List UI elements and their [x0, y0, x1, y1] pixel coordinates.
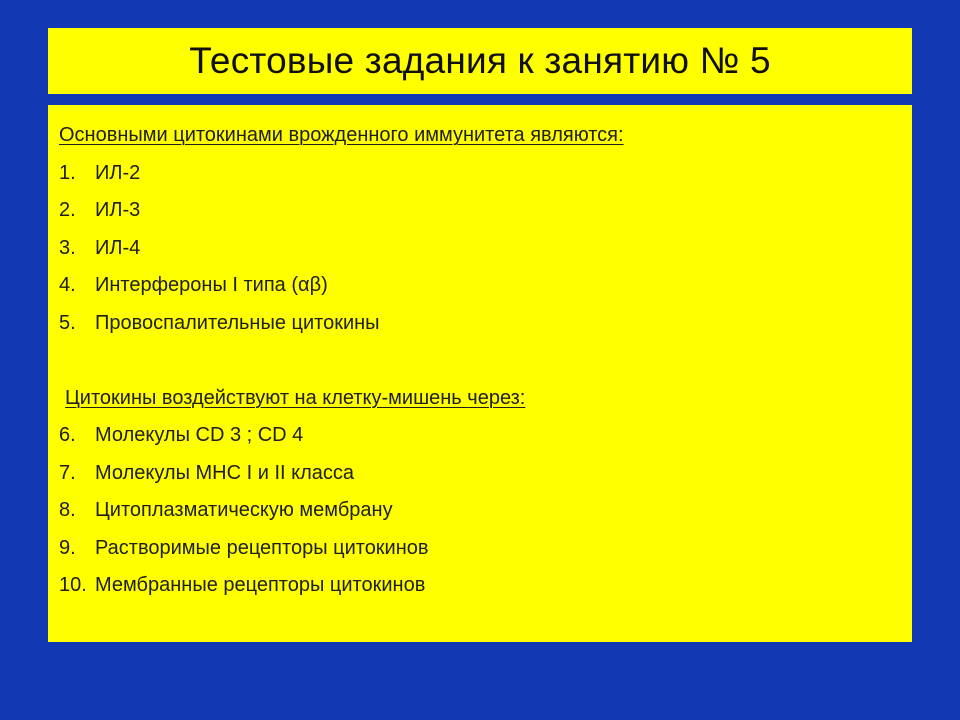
option-number: 10.	[59, 574, 87, 596]
option-number: 1.	[59, 161, 76, 184]
answer-option	[59, 492, 912, 530]
option-number: 6.	[59, 424, 76, 446]
option-text: Молекулы CD 3 ; CD 4	[95, 424, 304, 446]
option-text: Растворимые рецепторы цитокинов	[95, 536, 429, 559]
option-number: 7.	[59, 461, 76, 484]
title-panel	[48, 28, 912, 94]
answer-option	[59, 267, 912, 305]
option-text: Молекулы MHC I и II класса	[95, 461, 355, 484]
question-1-heading: Основными цитокинами врожденного иммунитета являются:	[59, 124, 624, 146]
option-text: Цитоплазматическую мембрану	[95, 499, 393, 521]
option-number: 4.	[59, 274, 76, 296]
answer-option	[59, 230, 912, 268]
spacer	[59, 342, 912, 380]
option-number: 2.	[59, 199, 76, 221]
option-number: 5.	[59, 311, 76, 334]
answer-option	[59, 455, 912, 493]
slide-title: Тестовые задания к занятию № 5	[189, 40, 771, 81]
option-text: ИЛ-4	[95, 236, 141, 259]
option-number: 3.	[59, 236, 76, 259]
option-number: 9.	[59, 536, 76, 559]
answer-option	[59, 155, 912, 193]
answer-option	[59, 305, 912, 343]
answer-option	[59, 530, 912, 568]
option-text: Интерфероны I типа (αβ)	[95, 274, 328, 296]
option-text: Провоспалительные цитокины	[95, 311, 380, 334]
option-text: ИЛ-3	[95, 199, 141, 221]
answer-option	[59, 192, 912, 230]
option-text: ИЛ-2	[95, 161, 141, 184]
answer-option	[59, 417, 912, 455]
answer-option	[59, 567, 912, 605]
content-panel	[48, 105, 912, 642]
option-number: 8.	[59, 499, 76, 521]
question-2-heading: Цитокины воздействуют на клетку-мишень через:	[65, 386, 526, 409]
option-text: Мембранные рецепторы цитокинов	[95, 574, 426, 596]
